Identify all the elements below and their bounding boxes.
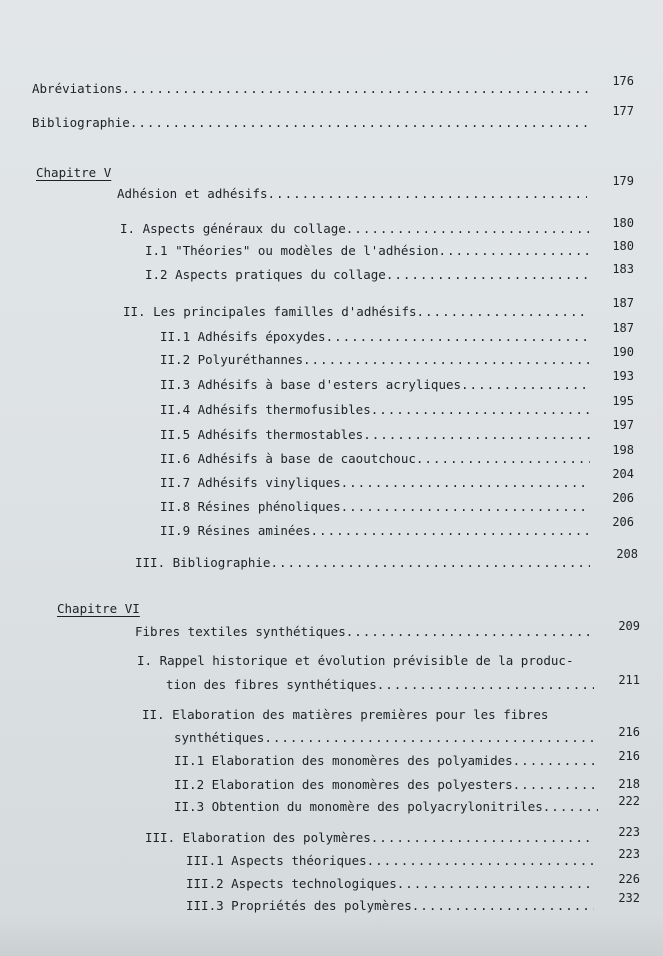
toc-entry [166,677,594,692]
leader-dots [513,753,598,768]
toc-entry-label: II.2 Polyuréthannes [160,352,303,367]
toc-page-number: 197 [612,418,634,432]
leader-dots [346,624,592,639]
toc-page-number: 180 [612,239,634,253]
toc-entry-label: II.9 Résines aminées [160,523,311,538]
toc-entry-label: II.6 Adhésifs à base de caoutchouc [160,451,416,466]
leader-dots [461,377,590,392]
toc-entry [160,352,590,367]
toc-page-number: 226 [618,872,640,886]
toc-page-number: 180 [612,216,634,230]
leader-dots [416,451,590,466]
toc-entry-label: tion des fibres synthétiques [166,677,377,692]
toc-entry-abbreviations [32,81,592,96]
toc-entry [160,523,590,538]
toc-entry-label: Abréviations [32,81,123,96]
toc-page-number: 223 [618,825,640,839]
toc-entry-chapter-title [135,624,592,639]
leader-dots [341,475,590,490]
toc-page-number: 204 [612,467,634,481]
page-bottom-shadow [0,916,663,956]
leader-dots [270,555,590,570]
leader-dots [417,304,591,319]
leader-dots [371,402,590,417]
toc-entry [160,402,590,417]
toc-entry-label: I. Aspects généraux du collage [120,221,346,236]
toc-page-number: 187 [612,321,634,335]
leader-dots [439,243,591,258]
toc-entry-label: III.2 Aspects technologiques [186,876,397,891]
leader-dots [397,876,594,891]
toc-page-number: 183 [612,262,634,276]
toc-entry-label: I. Rappel historique et évolution prévisible de la produc- [137,653,574,668]
leader-dots [363,427,590,442]
toc-page-number: 190 [612,345,634,359]
toc-page-number: 232 [618,891,640,905]
toc-entry-label: II.4 Adhésifs thermofusibles [160,402,371,417]
toc-entry [145,267,590,282]
toc-entry-label: I.2 Aspects pratiques du collage [145,267,386,282]
toc-page-number: 216 [618,749,640,763]
toc-page-number: 209 [618,619,640,633]
leader-dots [346,221,590,236]
toc-entry [135,555,590,570]
toc-entry-label: I.1 "Théories" ou modèles de l'adhésion [145,243,439,258]
toc-entry-label: II. Les principales familles d'adhésifs [123,304,417,319]
chapter-heading: Chapitre VI [57,601,140,616]
toc-page-number: 223 [618,847,640,861]
toc-entry [174,777,598,792]
leader-dots [412,898,594,913]
leader-dots [264,730,594,745]
leader-dots [326,329,590,344]
toc-entry [186,853,594,868]
leader-dots [130,115,592,130]
chapter-heading: Chapitre V [36,165,112,180]
toc-entry [186,898,594,913]
toc-entry [120,221,590,236]
toc-entry [160,475,590,490]
toc-page-number: 218 [618,777,640,791]
toc-entry [160,427,590,442]
toc-entry [160,451,590,466]
toc-entry [174,753,598,768]
toc-entry-label: II.2 Elaboration des monomères des polyesters [174,777,513,792]
leader-dots [367,853,594,868]
toc-page-number: 176 [612,74,634,88]
toc-entry-label: II.8 Résines phénoliques [160,499,341,514]
toc-entry [174,730,594,745]
toc-entry-chapter-title [117,186,587,201]
toc-entry-label: II. Elaboration des matières premières pour les fibres [142,707,549,722]
leader-dots [543,799,598,814]
toc-page-number: 206 [612,491,634,505]
leader-dots [303,352,590,367]
toc-page-number: 211 [618,673,640,687]
toc-entry [145,243,590,258]
toc-entry [123,304,590,319]
toc-entry-label: II.1 Elaboration des monomères des polyamides [174,753,513,768]
leader-dots [341,499,590,514]
toc-entry-label: II.3 Obtention du monomère des polyacrylonitriles [174,799,543,814]
toc-entry-label: II.7 Adhésifs vinyliques [160,475,341,490]
toc-entry-label: synthétiques [174,730,265,745]
toc-page-number: 179 [612,174,634,188]
toc-entry-bibliography [32,115,592,130]
leader-dots [386,267,590,282]
toc-page-number: 222 [618,794,640,808]
toc-entry-label: Bibliographie [32,115,130,130]
leader-dots [371,830,594,845]
toc-page-number: 216 [618,725,640,739]
toc-entry [160,329,590,344]
toc-entry-label: II.1 Adhésifs époxydes [160,329,326,344]
toc-entry-label: Adhésion et adhésifs [117,186,268,201]
leader-dots [377,677,594,692]
toc-entry [160,377,590,392]
toc-entry [160,499,590,514]
toc-page-number: 208 [616,547,638,561]
toc-entry-label: III.1 Aspects théoriques [186,853,367,868]
toc-page-number: 195 [612,394,634,408]
leader-dots [122,81,592,96]
leader-dots [268,186,587,201]
leader-dots [311,523,590,538]
toc-page-number: 177 [612,104,634,118]
toc-entry-label: Fibres textiles synthétiques [135,624,346,639]
toc-page-number: 193 [612,369,634,383]
toc-entry-label: II.3 Adhésifs à base d'esters acryliques [160,377,462,392]
toc-entry-label: III. Bibliographie [135,555,271,570]
toc-entry-label: II.5 Adhésifs thermostables [160,427,364,442]
toc-page-number: 206 [612,515,634,529]
leader-dots [513,777,598,792]
toc-entry [186,876,594,891]
toc-entry-label: III.3 Propriétés des polymères [186,898,412,913]
toc-entry [174,799,598,814]
toc-entry [145,830,594,845]
toc-page-number: 198 [612,443,634,457]
toc-entry-label: III. Elaboration des polymères [145,830,371,845]
toc-page-number: 187 [612,296,634,310]
